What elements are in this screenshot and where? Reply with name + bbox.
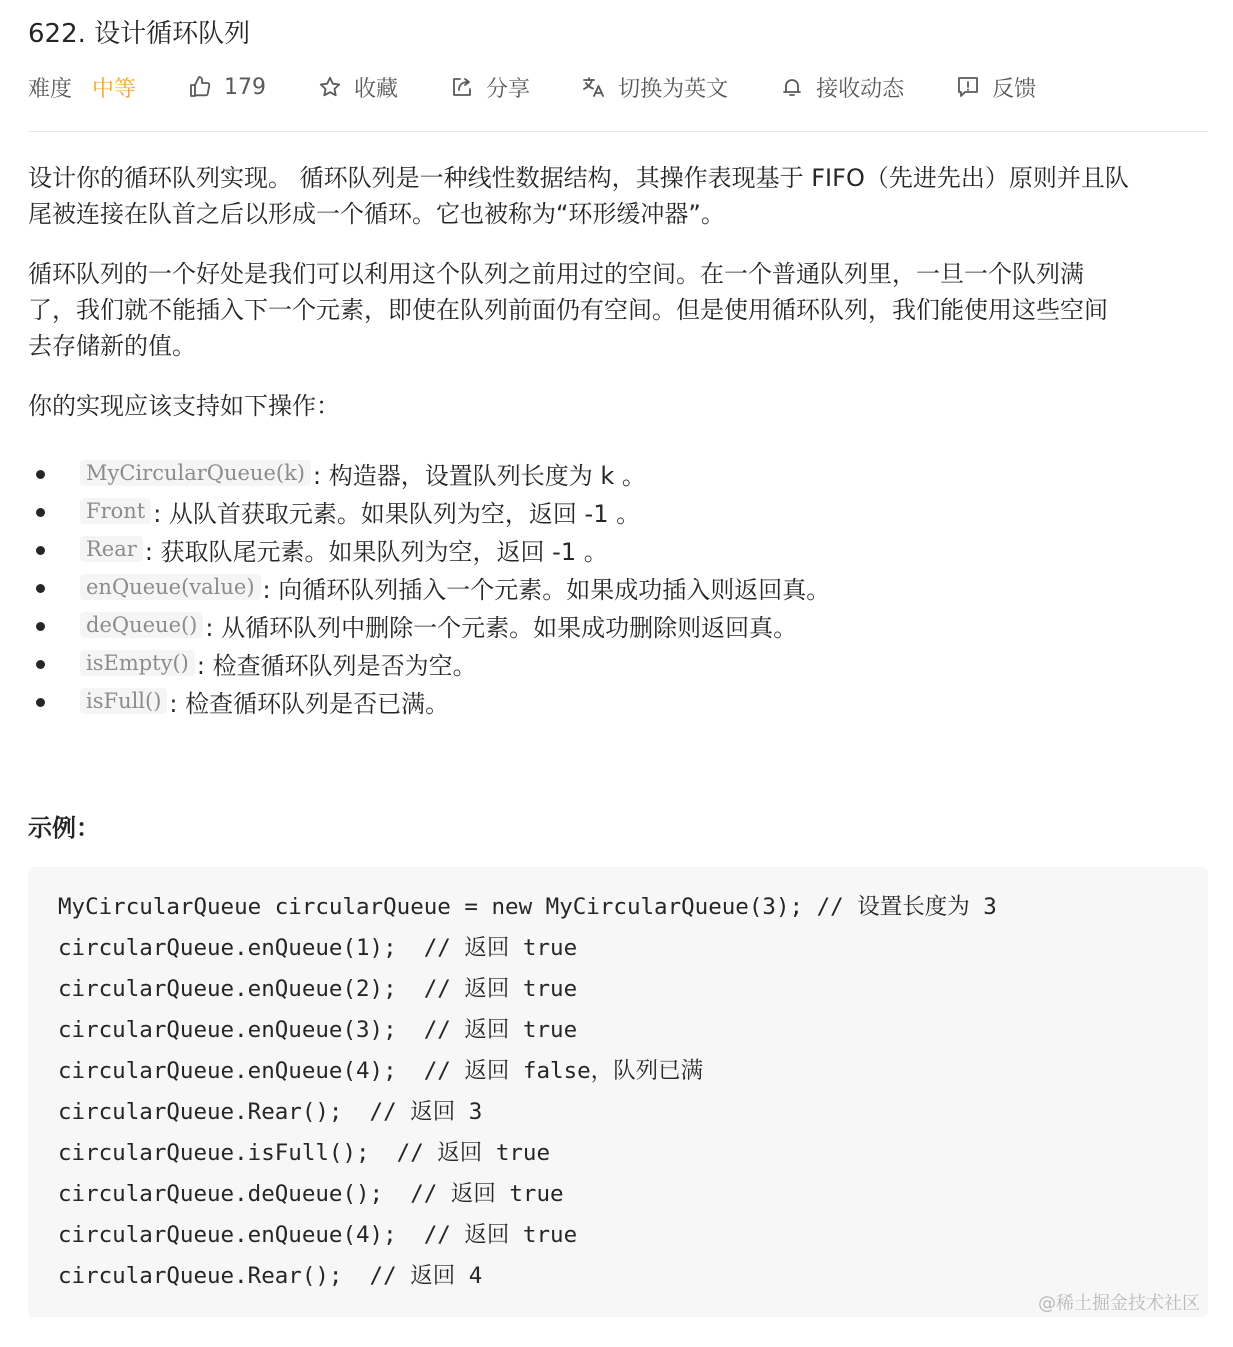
description-paragraph: [28, 256, 1208, 364]
operation-description: : 获取队尾元素。如果队列为空，返回 -1 。: [144, 537, 608, 566]
code-line: circularQueue.enQueue(1); // 返回 true: [58, 935, 578, 961]
list-item: [80, 644, 830, 682]
description-line: 循环队列的一个好处是我们可以利用这个队列之前用过的空间。在一个普通队列里，一旦一个队列满: [28, 260, 1084, 288]
list-item: [80, 454, 830, 492]
code-line: circularQueue.Rear(); // 返回 3: [58, 1099, 483, 1125]
code-line: circularQueue.enQueue(3); // 返回 true: [58, 1017, 578, 1043]
list-item: [80, 682, 830, 720]
translate-icon: [582, 75, 606, 99]
code-line: MyCircularQueue circularQueue = new MyCircularQueue(3); // 设置长度为 3: [58, 894, 997, 920]
share-label: 分享: [486, 76, 531, 102]
operation-description: : 从队首获取元素。如果队列为空，返回 -1 。: [153, 499, 641, 528]
subscribe-button[interactable]: [780, 72, 904, 103]
operations-list: [80, 454, 830, 720]
description-line: 设计你的循环队列实现。 循环队列是一种线性数据结构，其操作表现基于 FIFO（先进先出）原则并且队: [28, 164, 1129, 192]
inline-code: isEmpty(): [80, 650, 195, 676]
inline-code: enQueue(value): [80, 574, 261, 600]
problem-toolbar: [28, 68, 1036, 106]
header-divider: [28, 131, 1208, 132]
operation-description: : 向循环队列插入一个元素。如果成功插入则返回真。: [262, 575, 831, 604]
inline-code: deQueue(): [80, 612, 203, 638]
difficulty-badge: 中等: [92, 76, 137, 102]
subscribe-label: 接收动态: [816, 76, 905, 102]
like-count: 179: [224, 74, 267, 100]
like-button[interactable]: [188, 75, 266, 100]
description-line: 了，我们就不能插入下一个元素，即使在队列前面仍有空间。但是使用循环队列，我们能使用这些空间: [28, 296, 1108, 324]
operation-description: : 检查循环队列是否为空。: [196, 651, 477, 680]
feedback-button[interactable]: [956, 72, 1036, 103]
feedback-icon: [956, 75, 980, 99]
share-icon: [450, 75, 474, 99]
inline-code: isFull(): [80, 688, 167, 714]
inline-code: Front: [80, 498, 151, 524]
description-paragraph: [28, 388, 1208, 424]
code-line: circularQueue.Rear(); // 返回 4: [58, 1263, 483, 1289]
list-item: [80, 530, 830, 568]
inline-code: Rear: [80, 536, 143, 562]
list-item: [80, 606, 830, 644]
list-item: [80, 492, 830, 530]
code-line: circularQueue.isFull(); // 返回 true: [58, 1140, 551, 1166]
bell-icon: [780, 75, 804, 99]
favorite-label: 收藏: [354, 76, 399, 102]
code-line: circularQueue.enQueue(2); // 返回 true: [58, 976, 578, 1002]
watermark: @稀土掘金技术社区: [1038, 1293, 1200, 1314]
example-heading: 示例：: [28, 814, 100, 842]
operation-description: : 从循环队列中删除一个元素。如果成功删除则返回真。: [205, 613, 798, 642]
inline-code: MyCircularQueue(k): [80, 460, 311, 486]
list-item: [80, 568, 830, 606]
code-line: circularQueue.enQueue(4); // 返回 false，队列已满: [58, 1058, 704, 1084]
code-line: circularQueue.deQueue(); // 返回 true: [58, 1181, 564, 1207]
difficulty-label: 难度: [28, 76, 73, 102]
description-paragraph: [28, 160, 1208, 232]
thumbs-up-icon: [188, 75, 212, 99]
description-line: 尾被连接在队首之后以形成一个循环。它也被称为“环形缓冲器”。: [28, 200, 725, 228]
page-title: 622. 设计循环队列: [28, 19, 251, 49]
operation-description: : 检查循环队列是否已满。: [169, 689, 450, 718]
description-line: 去存储新的值。: [28, 332, 196, 360]
operation-description: : 构造器，设置队列长度为 k 。: [312, 461, 646, 490]
feedback-label: 反馈: [992, 76, 1037, 102]
code-line: circularQueue.enQueue(4); // 返回 true: [58, 1222, 578, 1248]
star-icon: [318, 75, 342, 99]
problem-description: [28, 160, 1208, 448]
switch-language-button[interactable]: [582, 72, 728, 103]
code-block[interactable]: [28, 867, 1208, 1317]
code-lines: [58, 887, 997, 1297]
share-button[interactable]: [450, 72, 530, 103]
favorite-button[interactable]: [318, 72, 398, 103]
switch-language-label: 切换为英文: [618, 76, 729, 102]
operations-intro: 你的实现应该支持如下操作：: [28, 392, 340, 420]
